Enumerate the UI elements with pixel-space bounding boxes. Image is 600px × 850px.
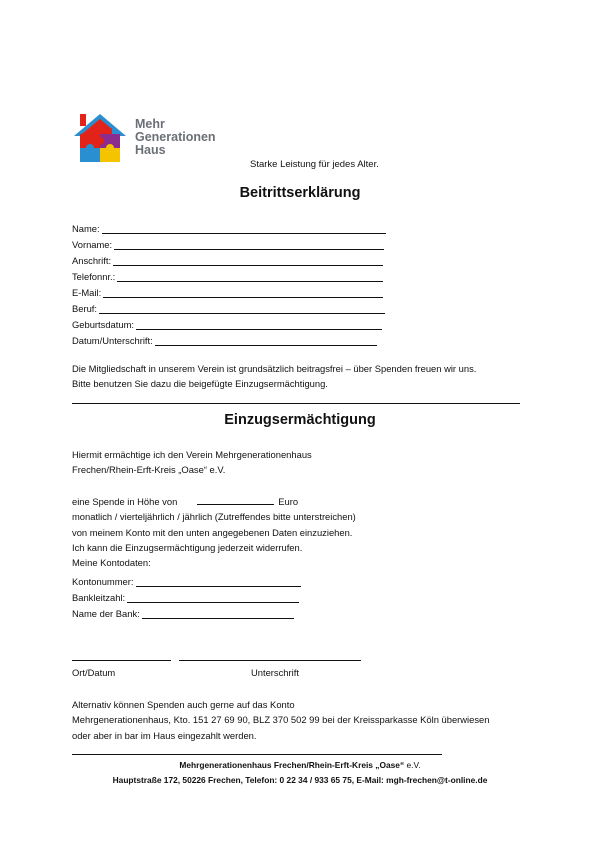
- field-line[interactable]: [114, 239, 384, 250]
- donation-prefix: eine Spende in Höhe von: [72, 496, 178, 507]
- logo-wordmark: [135, 118, 216, 157]
- field-label: Kontonummer:: [72, 576, 134, 587]
- field-line[interactable]: [113, 255, 383, 266]
- membership-note-line-2: Bitte benutzen Sie dazu die beigefügte Einzugsermächtigung.: [72, 378, 328, 390]
- field-label: Name:: [72, 223, 100, 234]
- section-title-einzug: Einzugsermächtigung: [224, 412, 376, 428]
- field-line[interactable]: [136, 319, 382, 330]
- debit-line: von meinem Konto mit den unten angegebenen Daten einzuziehen.: [72, 526, 353, 538]
- field-line[interactable]: [99, 303, 385, 314]
- datum-unterschrift-field[interactable]: [72, 333, 377, 346]
- field-line[interactable]: [103, 287, 383, 298]
- frequency-line: monatlich / vierteljährlich / jährlich (Zutreffendes bitte unterstreichen): [72, 511, 356, 523]
- revoke-line: Ich kann die Einzugsermächtigung jederzeit widerrufen.: [72, 541, 303, 553]
- logo-line-1: Mehr: [135, 117, 165, 131]
- footer-address: Hauptstraße 172, 50226 Frechen, Telefon: 0 22 34 / 933 65 75, E-Mail: mgh-frechen@t-online.de: [112, 775, 488, 785]
- alternative-payment: [72, 697, 489, 743]
- geburtsdatum-field[interactable]: [72, 317, 382, 330]
- field-label: Name der Bank:: [72, 608, 140, 619]
- footer-divider: [72, 754, 442, 755]
- account-heading: Meine Kontodaten:: [72, 557, 151, 569]
- signature-line[interactable]: [179, 660, 361, 661]
- donation-amount-row: [72, 494, 356, 509]
- signature-label: Unterschrift: [251, 667, 299, 678]
- tagline: Starke Leistung für jedes Alter.: [250, 159, 379, 170]
- field-label: Vorname:: [72, 239, 113, 250]
- field-line[interactable]: [155, 335, 377, 346]
- field-label: Geburtsdatum:: [72, 319, 135, 330]
- beruf-field[interactable]: [72, 301, 385, 314]
- logo: [72, 110, 242, 166]
- footer-org-name: Mehrgenerationenhaus Frechen/Rhein-Erft-Kreis „Oase“: [179, 760, 405, 770]
- name-field[interactable]: [72, 221, 386, 234]
- place-date-label: Ort/Datum: [72, 667, 116, 678]
- logo-line-2: Generationen: [135, 130, 216, 144]
- field-line[interactable]: [102, 223, 386, 234]
- kontonummer-field[interactable]: [72, 574, 301, 587]
- section-title-beitritt: Beitrittserklärung: [239, 185, 361, 201]
- intro-line-2: Frechen/Rhein-Erft-Kreis „Oase“ e.V.: [72, 464, 226, 476]
- field-label: Telefonnr.:: [72, 271, 116, 282]
- house-puzzle-logo-icon: [72, 110, 132, 166]
- email-field[interactable]: [72, 285, 383, 298]
- field-line[interactable]: [136, 576, 301, 587]
- footer-org: [0, 760, 600, 770]
- donation-amount-field[interactable]: [197, 494, 274, 505]
- bankleitzahl-field[interactable]: [72, 590, 299, 603]
- field-line[interactable]: [127, 592, 299, 603]
- field-label: E-Mail:: [72, 287, 102, 298]
- alt-line-2: Mehrgenerationenhaus, Kto. 151 27 69 90, BLZ 370 502 99 bei der Kreissparkasse Köln überwiesen: [72, 714, 490, 726]
- logo-line-3: Haus: [135, 143, 166, 157]
- membership-note: [72, 361, 476, 392]
- field-label: Anschrift:: [72, 255, 112, 266]
- bankname-field[interactable]: [72, 606, 294, 619]
- intro-line-1: Hiermit ermächtige ich den Verein Mehrgenerationenhaus: [72, 449, 312, 460]
- section-divider: [72, 403, 520, 404]
- membership-note-line-1: Die Mitgliedschaft in unserem Verein ist grundsätzlich beitragsfrei – über Spenden freuen wir uns.: [72, 363, 477, 374]
- alt-line-1: Alternativ können Spenden auch gerne auf das Konto: [72, 699, 295, 710]
- donation-unit: Euro: [278, 496, 299, 507]
- donation-block: [72, 494, 356, 570]
- field-label: Datum/Unterschrift:: [72, 335, 153, 346]
- telefon-field[interactable]: [72, 269, 383, 282]
- place-date-line[interactable]: [72, 660, 171, 661]
- field-line[interactable]: [117, 271, 383, 282]
- field-line[interactable]: [142, 608, 294, 619]
- field-label: Beruf:: [72, 303, 98, 314]
- vorname-field[interactable]: [72, 237, 384, 250]
- alt-line-3: oder aber in bar im Haus eingezahlt werden.: [72, 729, 257, 741]
- anschrift-field[interactable]: [72, 253, 383, 266]
- field-label: Bankleitzahl:: [72, 592, 126, 603]
- authorization-intro: [72, 447, 312, 478]
- footer-org-suffix: e.V.: [404, 760, 421, 770]
